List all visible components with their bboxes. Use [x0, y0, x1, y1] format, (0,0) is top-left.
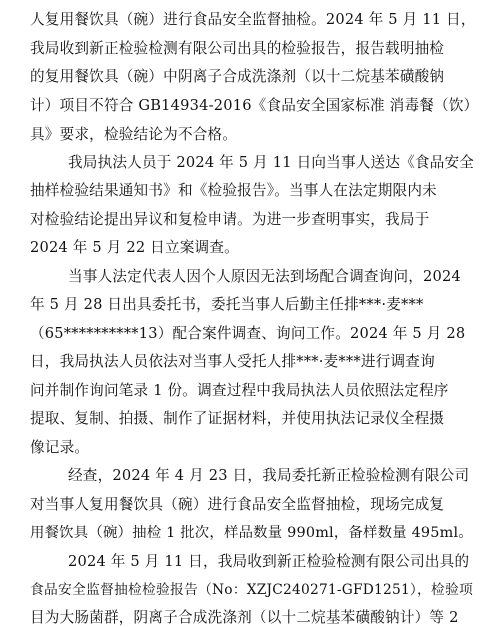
text-line: 对当事人复用餐饮具（碗）进行食品安全监督抽检，现场完成复 — [30, 496, 445, 513]
paragraph-first-line: 我局执法人员于 2024 年 5 月 11 日向当事人送达《食品安全 — [68, 154, 475, 171]
paragraph-first-line: 经查，2024 年 4 月 23 日，我局委托新正检验检测有限公司 — [68, 467, 470, 484]
text-line: 我局收到新正检验检测有限公司出具的检验报告，报告载明抽检 — [30, 40, 445, 57]
text-line: 对检验结论提出异议和复检申请。为进一步查明事实，我局于 — [30, 211, 430, 228]
text-line: 人复用餐饮具（碗）进行食品安全监督抽检。2024 年 5 月 11 日， — [30, 11, 476, 28]
text-line: 问并制作询问笔录 1 份。调查过程中我局执法人员依照法定程序 — [30, 382, 449, 399]
text-line: 计）项目不符合 GB14934-2016《食品安全国家标准 消毒餐（饮） — [30, 97, 479, 114]
text-line: 用餐饮具（碗）抽检 1 批次，样品数量 990ml，备样数量 495ml。 — [30, 525, 473, 541]
text-line: 目为大肠菌群，阴离子合成洗涤剂（以十二烷基苯磺酸钠计）等 2 — [30, 609, 459, 626]
text-line: 的复用餐饮具（碗）中阴离子合成洗涤剂（以十二烷基苯磺酸钠 — [30, 68, 445, 85]
text-line: 日，我局执法人员依法对当事人受托人排***·麦***进行调查询 — [30, 353, 435, 370]
text-line: 2024 年 5 月 22 日立案调查。 — [30, 239, 239, 256]
text-line: 提取、复制、拍摄、制作了证据材料，并使用执法记录仪全程摄 — [30, 410, 445, 427]
paragraph-first-line: 当事人法定代表人因个人原因无法到场配合调查询问，2024 — [68, 268, 461, 285]
text-line: （65**********13）配合案件调查、询问工作。2024 年 5 月 28 — [30, 325, 466, 342]
paragraph-first-line: 2024 年 5 月 11 日，我局收到新正检验检测有限公司出具的 — [68, 553, 470, 570]
text-line: 食品安全监督抽检检验报告（No：XZJC240271-GFD1251），检验项 — [30, 582, 474, 598]
text-line: 年 5 月 28 日出具委托书，委托当事人后勤主任排***·麦*** — [30, 296, 424, 313]
text-line: 像记录。 — [30, 439, 90, 456]
text-line: 抽样检验结果通知书》和《检验报告》。当事人在法定期限内未 — [30, 182, 437, 199]
text-line: 具》要求，检验结论为不合格。 — [30, 126, 238, 143]
